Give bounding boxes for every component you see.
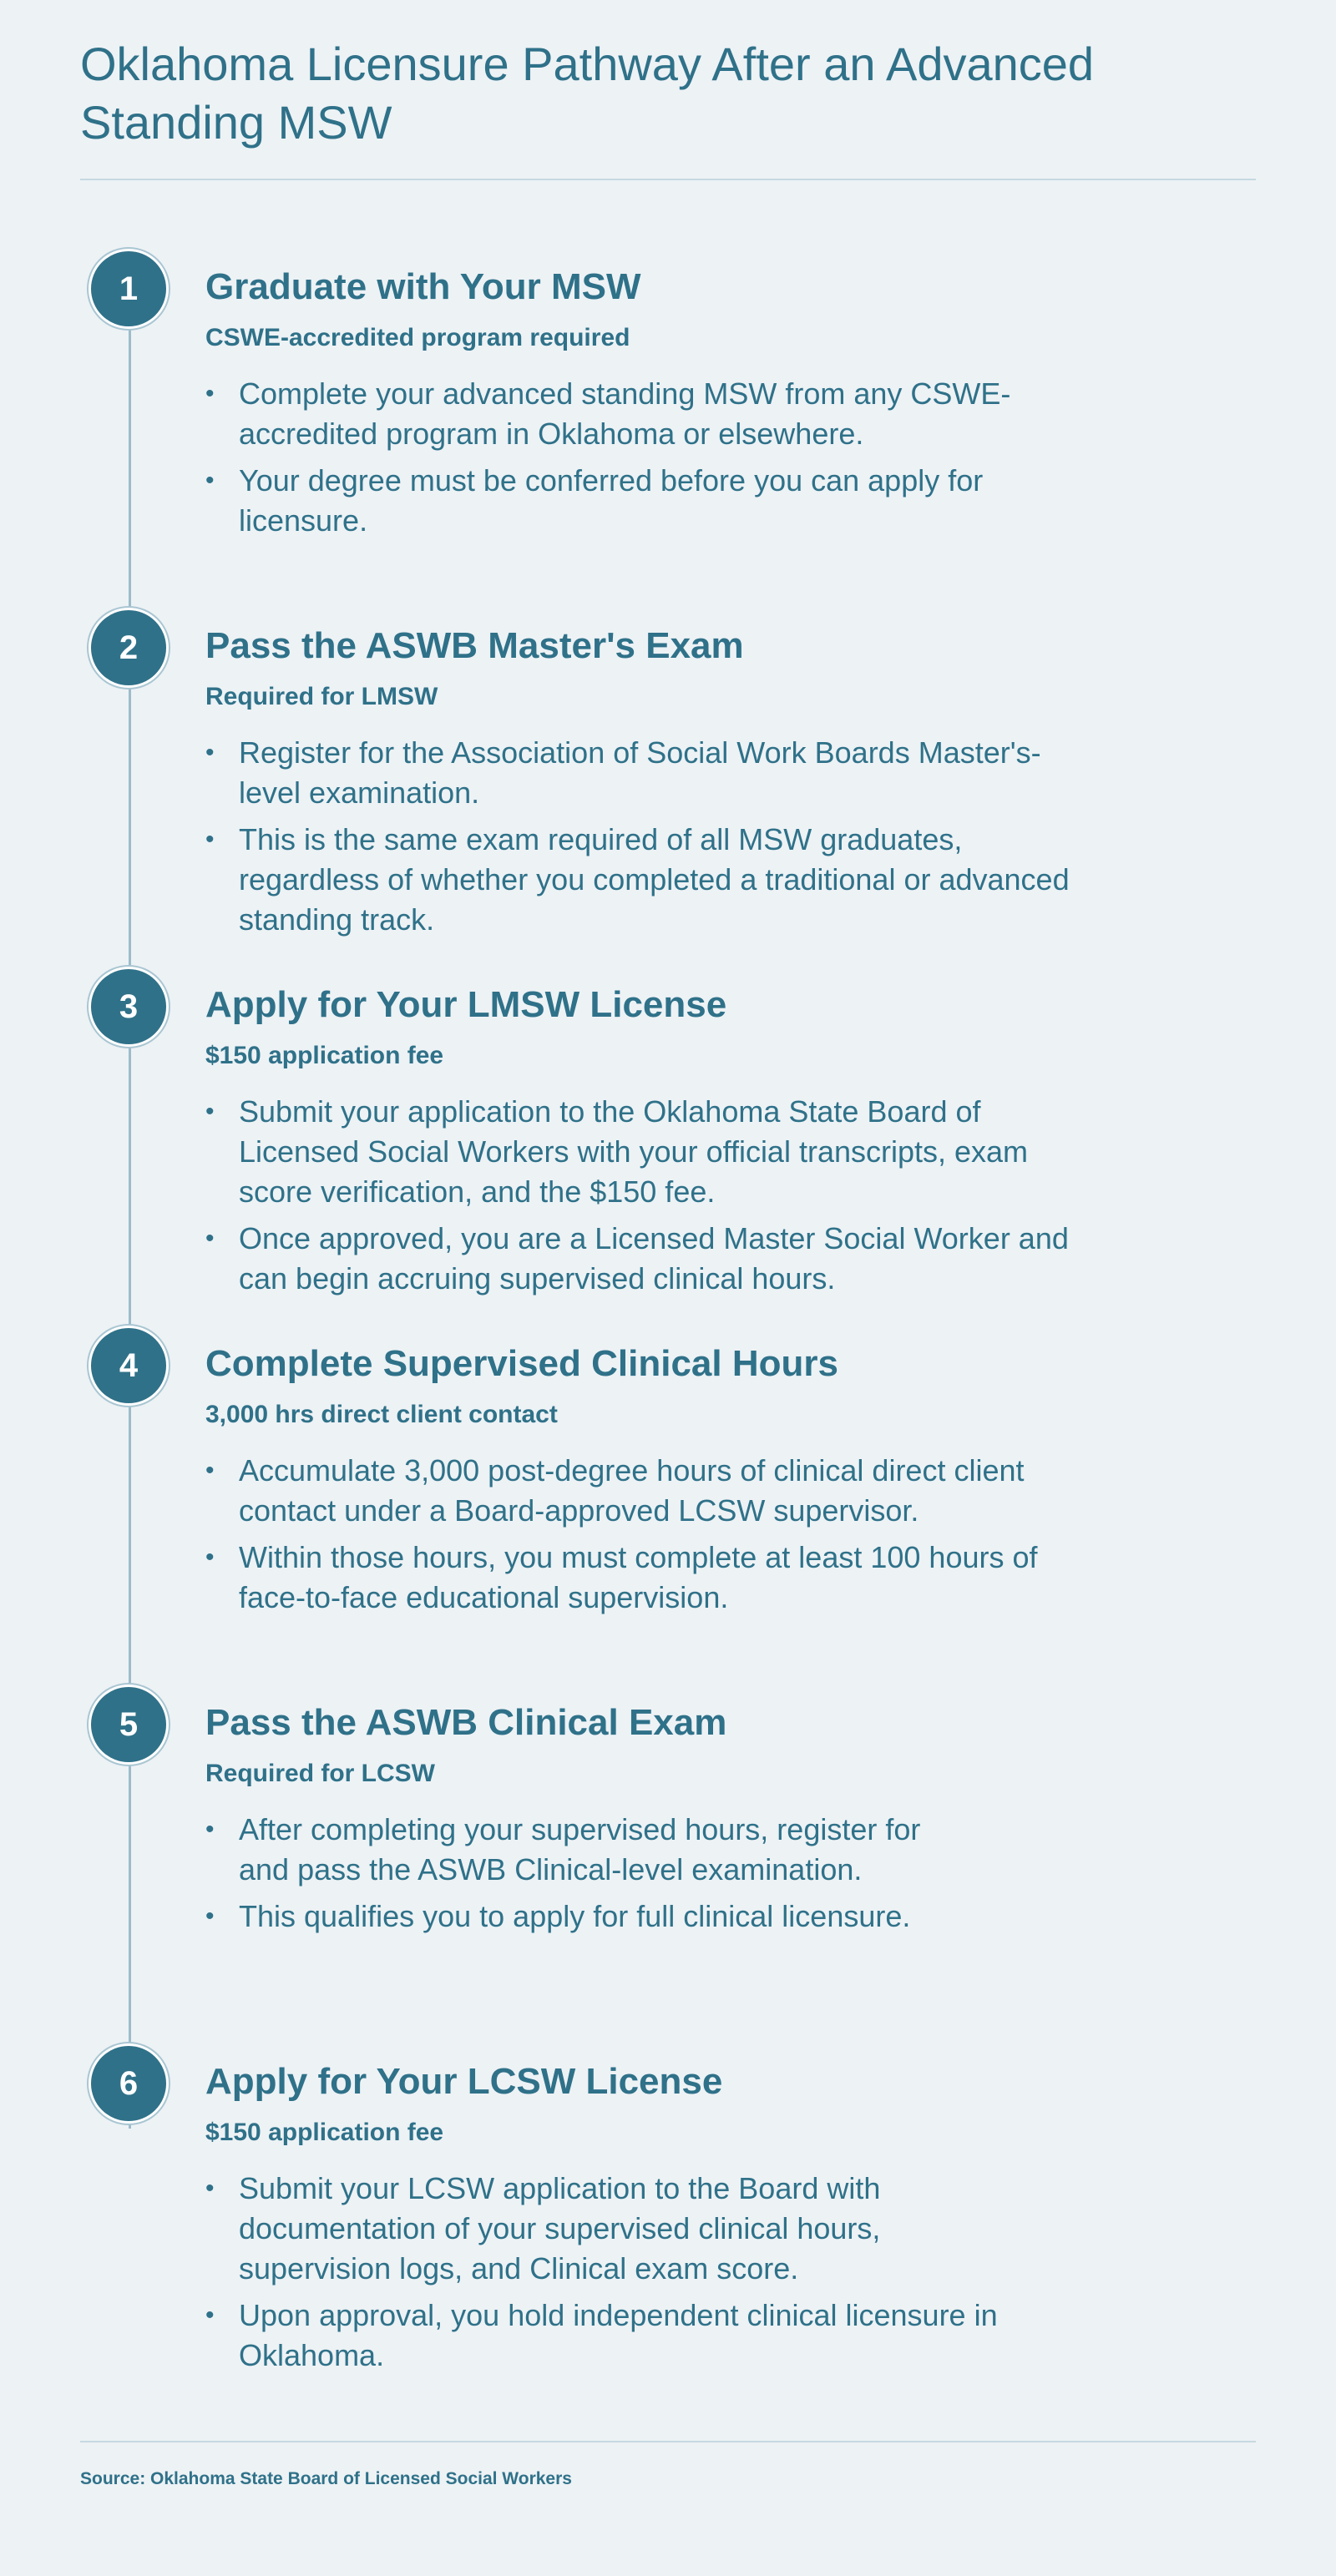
step-bullets [205,2169,1040,2382]
bullet-text: Accumulate 3,000 post-degree hours of clinical direct client contact under a Board-approved LCSW supervisor. [239,1453,1025,1528]
step-title: Graduate with Your MSW [205,266,641,307]
bullet-text: Upon approval, you hold independent clinical licensure in Oklahoma. [239,2298,998,2372]
step-number-badge: 4 [89,1326,169,1406]
bullet-icon: • [205,2301,215,2329]
bullet-item [205,2296,1040,2376]
step-bullets [205,733,1082,947]
step-number-badge: 5 [89,1685,169,1765]
bullet-text: This is the same exam required of all MSW graduates, regardless of whether you completed a traditional or advanced standing track. [239,822,1070,937]
timeline-line [129,284,131,2129]
page-title: Oklahoma Licensure Pathway After an Advanced Standing MSW [80,38,1095,149]
step-bullets [205,374,1082,548]
bullet-icon: • [205,2174,215,2202]
step-title: Pass the ASWB Master's Exam [205,625,744,666]
bullet-icon: • [205,826,215,853]
step-subtitle: Required for LCSW [205,1760,435,1787]
bullet-item [205,1810,957,1890]
bullet-text: After completing your supervised hours, register for and pass the ASWB Clinical-level examination. [239,1812,921,1887]
step-title: Apply for Your LCSW License [205,2061,723,2102]
bullet-text: Complete your advanced standing MSW from any CSWE-accredited program in Oklahoma or elsewhere. [239,376,1011,451]
step-subtitle: $150 application fee [205,1042,444,1069]
step-title: Pass the ASWB Clinical Exam [205,1702,727,1743]
step-title: Apply for Your LMSW License [205,984,727,1025]
step-subtitle: 3,000 hrs direct client contact [205,1401,558,1428]
step-bullets [205,1810,957,1943]
title-divider [80,179,1256,180]
bullet-icon: • [205,1543,215,1571]
step-number-badge: 1 [89,249,169,329]
bullet-text: Register for the Association of Social Work Boards Master's-level examination. [239,735,1041,810]
step-bullets [205,1451,1082,1624]
bullet-icon: • [205,1816,215,1843]
step-bullets [205,1092,1082,1306]
step-number-badge: 2 [89,608,169,688]
bullet-item [205,1451,1082,1531]
bullet-item [205,1897,957,1937]
bullet-icon: • [205,467,215,494]
source-note: Source: Oklahoma State Board of Licensed Social Workers [80,2469,572,2488]
step-subtitle: CSWE-accredited program required [205,324,630,351]
bullet-icon: • [205,1098,215,1125]
bullet-item [205,461,1082,541]
bullet-text: This qualifies you to apply for full clinical licensure. [239,1899,911,1933]
bullet-item [205,733,1082,813]
bullet-icon: • [205,739,215,766]
bullet-item [205,820,1082,940]
footer-divider [80,2441,1256,2442]
bullet-text: Within those hours, you must complete at least 100 hours of face-to-face educational supervision. [239,1540,1038,1614]
step-subtitle: $150 application fee [205,2119,444,2146]
bullet-icon: • [205,380,215,407]
bullet-icon: • [205,1902,215,1930]
bullet-item [205,2169,1040,2289]
bullet-text: Your degree must be conferred before you can apply for licensure. [239,463,984,538]
bullet-text: Submit your LCSW application to the Board with documentation of your supervised clinical hours, supervision logs, and Clinical exam score. [239,2171,881,2286]
bullet-icon: • [205,1457,215,1484]
step-subtitle: Required for LMSW [205,683,438,710]
bullet-item [205,1092,1082,1212]
bullet-text: Submit your application to the Oklahoma State Board of Licensed Social Workers with your official transcripts, exam score verification, and the $150 fee. [239,1094,1029,1209]
bullet-item [205,374,1082,454]
step-number-badge: 3 [89,967,169,1047]
step-number-badge: 6 [89,2043,169,2124]
step-title: Complete Supervised Clinical Hours [205,1343,838,1384]
bullet-icon: • [205,1225,215,1252]
bullet-text: Once approved, you are a Licensed Master Social Worker and can begin accruing supervised clinical hours. [239,1221,1069,1296]
bullet-item [205,1538,1082,1618]
bullet-item [205,1219,1082,1299]
